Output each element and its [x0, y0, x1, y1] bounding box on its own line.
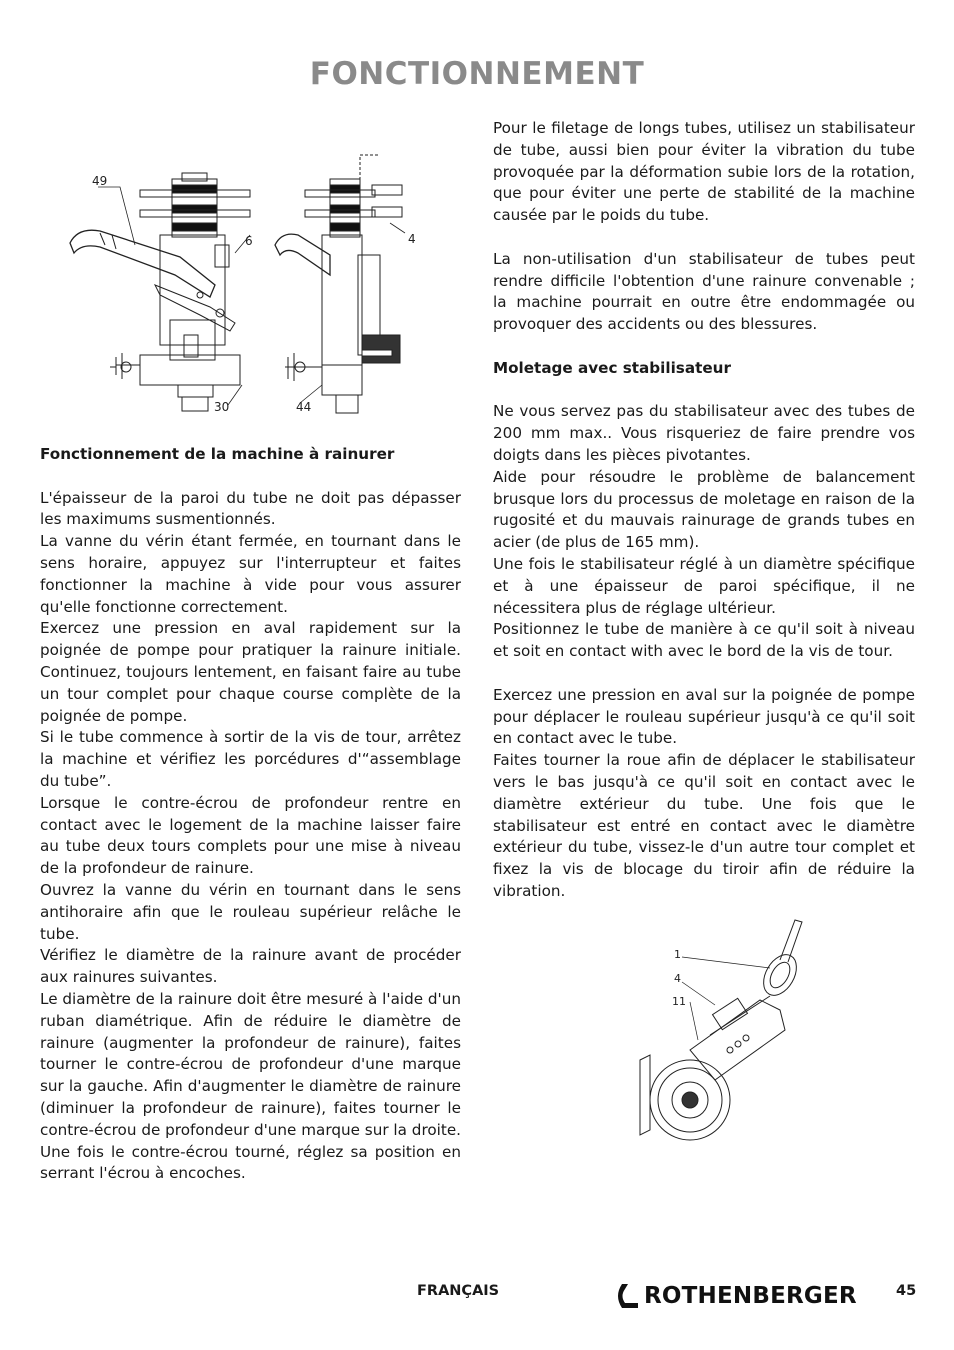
brand-logo: [612, 1280, 857, 1312]
section-heading-stabilizer: Moletage avec stabilisateur: [493, 358, 731, 377]
stabilizer-body: [690, 996, 785, 1080]
page-number: 45: [896, 1283, 917, 1299]
machine-body-left: [110, 235, 240, 411]
paragraph: Vérifiez le diamètre de la rainure avant de procéder aux rainures suivantes.: [40, 946, 461, 987]
paragraph: La vanne du vérin étant fermée, en tournant dans le sens horaire, appuyez sur l'interrupteur et faites fonctionner la machine à vide pour vous assurer qu'elle fonctionne correctement.: [40, 532, 461, 616]
callout-6: 6: [245, 234, 253, 248]
page-title: FONCTIONNEMENT: [309, 56, 645, 92]
logo-bracket-icon: [612, 1280, 642, 1312]
paragraph: Aide pour résoudre le problème de balancement brusque lors du processus de moletage en raison de la rugosité et du mauvais rainurage de grands tubes en acier (de plus de 165 mm).: [493, 467, 915, 552]
grooving-machine-drawing: [60, 135, 430, 425]
stabilizer-drawing: [620, 910, 830, 1160]
section-heading-grooving: Fonctionnement de la machine à rainurer: [40, 445, 395, 463]
paragraph: La non-utilisation d'un stabilisateur de tubes peut rendre difficile l'obtention d'une rainure convenable ; la machine pourrait en outre être endommagée ou provoquer des accidents ou des blessures.: [493, 249, 915, 334]
callout-1: 1: [674, 948, 681, 961]
footer-language: FRANÇAIS: [417, 1283, 500, 1299]
paragraph: Exercez une pression en aval sur la poignée de pompe pour déplacer le rouleau supérieur jusqu'à ce qu'il soit en contact avec le tube.: [493, 685, 915, 748]
pump-handle-left: [70, 230, 235, 331]
paragraph: Exercez une pression en aval rapidement sur la poignée de pompe pour pratiquer la rainure initiale. Continuez, toujours lentement, en faisant faire au tube un tour complet pour chaque course complète de la poignée de pompe.: [40, 619, 461, 725]
callout-4: 4: [408, 232, 416, 246]
callout-30: 30: [214, 400, 230, 414]
paragraph: Le diamètre de la rainure doit être mesuré à l'aide d'un ruban diamétrique. Afin de réduire le diamètre de rainure (augmenter la profondeur de rainure), faites tourner le contre-écrou de profondeur d'une marque sur la gauche. Afin d'augmenter le diamètre de rainure (diminuer la profondeur de rainure), faites tourner le contre-écrou de profondeur d'une marque sur la droite. Une fois le contre-écrou tourné, réglez sa position en serrant l'écrou à encoches.: [40, 989, 461, 1183]
paragraph: Ne vous servez pas du stabilisateur avec des tubes de 200 mm max.. Vous risqueriez de faire prendre vos doigts dans les pièces pivotantes.: [493, 402, 915, 464]
paragraph: L'épaisseur de la paroi du tube ne doit pas dépasser les maximums susmentionnés.: [40, 488, 461, 529]
stabilizer-roller: [640, 1055, 730, 1140]
paragraph: Faites tourner la roue afin de déplacer le stabilisateur vers le bas jusqu'à ce qu'il soit en contact avec le diamètre extérieur du tube. Une fois que le stabilisateur est entré en contact avec le diamètre extérieur du tube, vissez-le d'un autre tour complet et fixez la vis de blocage du tiroir afin de réduire la vibration.: [493, 751, 915, 900]
callout-44: 44: [296, 400, 312, 414]
machine-side-view-right: [275, 155, 402, 413]
stabilizer-wheel-handle: [757, 920, 803, 1001]
paragraph: Si le tube commence à sortir de la vis de tour, arrêtez la machine et vérifiez les porcédures d'“assemblage du tube”.: [40, 728, 461, 790]
callout-11: 11: [672, 995, 686, 1008]
brand-name: ROTHENBERGER: [644, 1283, 857, 1309]
paragraph: Pour le filetage de longs tubes, utilisez un stabilisateur de tube, aussi bien pour éviter la vibration du tube provoquée par la déformation subie lors de la rotation, que pour éviter une perte de stabilité de la machine causée par le poids du tube.: [493, 119, 915, 225]
upper-roller-left: [140, 173, 250, 237]
paragraph: Lorsque le contre-écrou de profondeur rentre en contact avec le logement de la machine laisser faire au tube deux tours complets pour une mise à niveau de la profondeur de rainure.: [40, 793, 461, 878]
left-column: [40, 444, 461, 1185]
paragraph: Ouvrez la vanne du vérin en tournant dans le sens antihoraire afin que le rouleau supérieur relâche le tube.: [40, 880, 461, 943]
paragraph: Positionnez le tube de manière à ce qu'il soit à niveau et soit en contact with avec le bord de la vis de tour.: [493, 620, 915, 661]
paragraph: Une fois le stabilisateur réglé à un diamètre spécifique et à une épaisseur de paroi spécifique, il ne nécessitera plus de réglage ultérieur.: [493, 554, 915, 617]
callout-4: 4: [674, 972, 681, 985]
right-column: [493, 118, 915, 903]
callout-49: 49: [92, 174, 108, 188]
